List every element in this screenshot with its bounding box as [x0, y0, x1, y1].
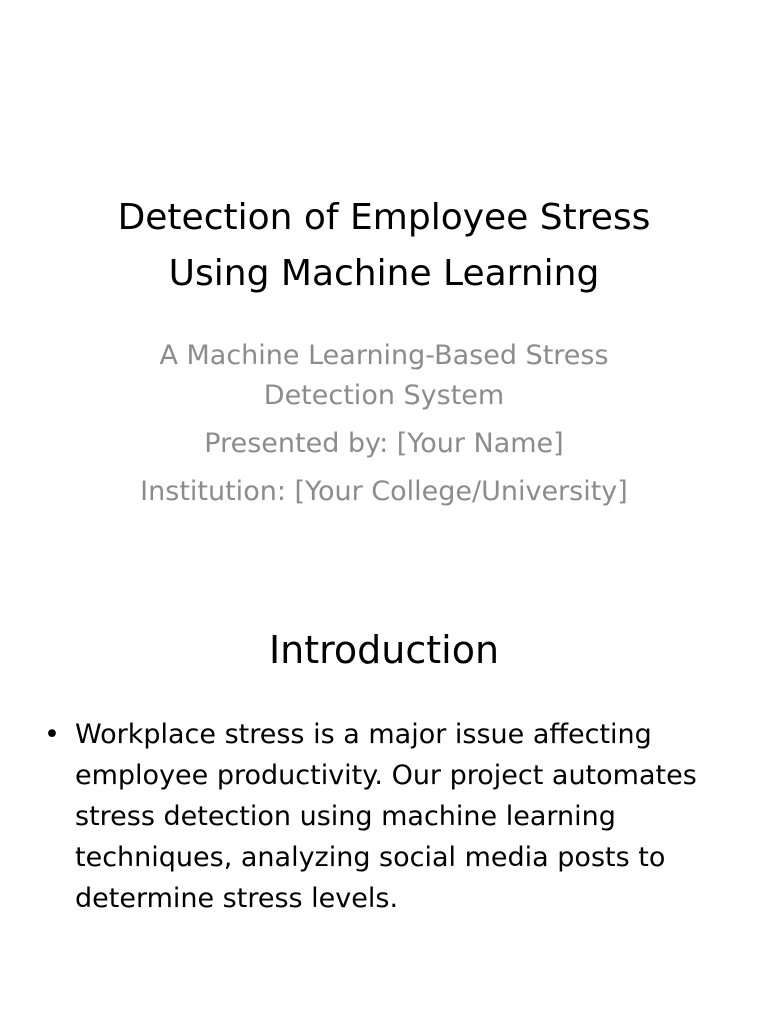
slide-title-line-2: Using Machine Learning	[168, 253, 600, 294]
subtitle-line-1: A Machine Learning-Based Stress	[159, 340, 609, 371]
bullet-list	[40, 714, 728, 919]
slide-title	[40, 190, 728, 302]
introduction-heading: Introduction	[268, 628, 500, 672]
bullet-marker: •	[44, 719, 60, 750]
presenter-line: Presented by: [Your Name]	[204, 428, 564, 459]
institution-line: Institution: [Your College/University]	[140, 476, 628, 507]
slide-subtitle	[90, 336, 678, 512]
bullet-text: Workplace stress is a major issue affecting employee productivity. Our project automates stress detection using machine learning techniques, analyzing social media posts to determine stress levels.	[75, 719, 697, 914]
slide-title-line-1: Detection of Employee Stress	[117, 197, 651, 238]
introduction-slide	[0, 576, 768, 1024]
bullet-item	[40, 714, 728, 919]
subtitle-line-2: Detection System	[263, 380, 505, 411]
